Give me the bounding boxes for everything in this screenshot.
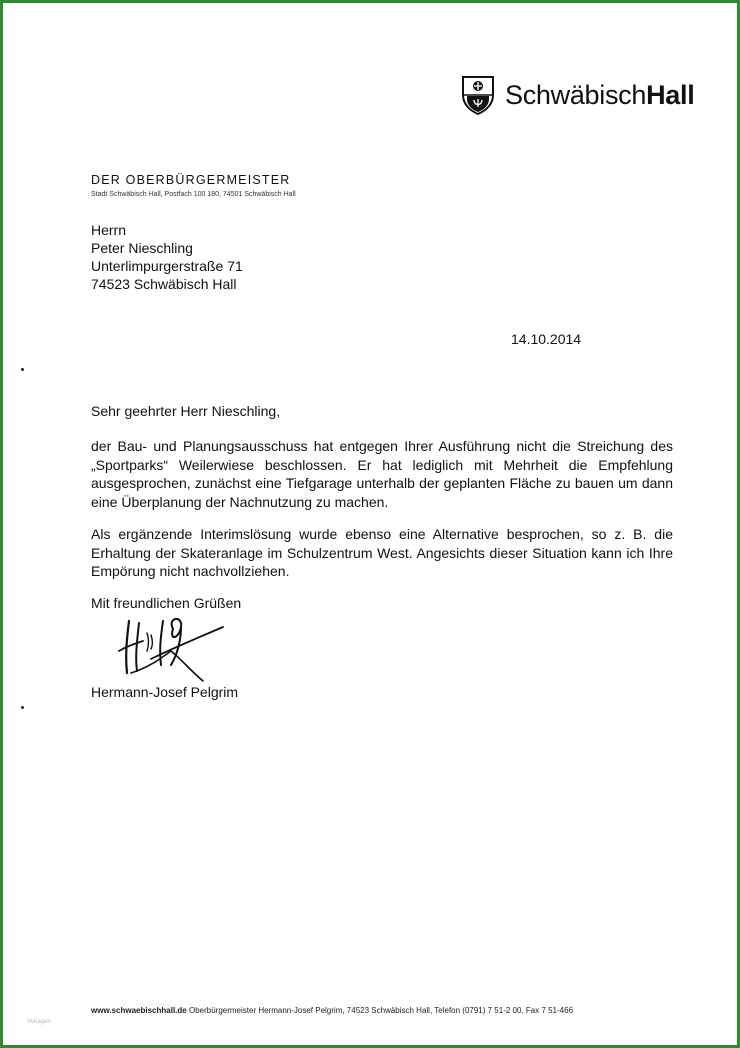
closing-line: Mit freundlichen Grüßen [91, 595, 242, 611]
brand-bold: Hall [646, 79, 695, 110]
return-address: Stadt Schwäbisch Hall, Postfach 100 180, 74501 Schwäbisch Hall [91, 191, 296, 198]
watermark: Vorlagen [27, 1019, 51, 1025]
coat-of-arms-icon [461, 75, 495, 115]
recipient-address [91, 221, 243, 293]
letter-salutation: Sehr geehrter Herr Nieschling, [91, 403, 281, 419]
recipient-name: Peter Nieschling [91, 240, 193, 256]
paragraph-1: der Bau- und Planungsausschuss hat entgegen Ihrer Ausführung nicht die Streichung des „Sportparks“ Weilerwiese beschlossen. Er hat lediglich mit Mehrheit die Empfehlung ausgesprochen, zunächst eine Tiefgarage unterhalb der geplanten Fläche zu bauen um dann eine Überplanung der Nachnutzung zu machen. [91, 438, 673, 510]
city-logo [461, 75, 694, 115]
fold-mark-top [21, 368, 24, 371]
letter-date: 14.10.2014 [511, 331, 582, 347]
recipient-city: 74523 Schwäbisch Hall [91, 276, 237, 292]
footer-website: www.schwaebischhall.de [91, 1006, 187, 1015]
sender-title: DER OBERBÜRGERMEISTER [91, 173, 291, 187]
brand-wordmark [505, 80, 694, 111]
recipient-street: Unterlimpurgerstraße 71 [91, 258, 243, 274]
brand-regular: Schwäbisch [505, 79, 647, 110]
footer-details: Oberbürgermeister Hermann-Josef Pelgrim, 74523 Schwäbisch Hall, Telefon (0791) 7 51-2 00, Fax 7 51-466 [188, 1006, 574, 1015]
handwritten-signature [111, 615, 231, 687]
letterhead-footer [91, 1006, 573, 1015]
recipient-salutation-line: Herrn [91, 222, 127, 238]
fold-mark-bottom [21, 706, 24, 709]
paragraph-2: Als ergänzende Interimslösung wurde ebenso eine Alternative besprochen, so z. B. die Erhaltung der Skateranlage im Schulzentrum West. Angesichts dieser Situation kann ich Ihre Empörung nicht nachvollziehen. [91, 526, 673, 579]
signer-name: Hermann-Josef Pelgrim [91, 684, 239, 700]
